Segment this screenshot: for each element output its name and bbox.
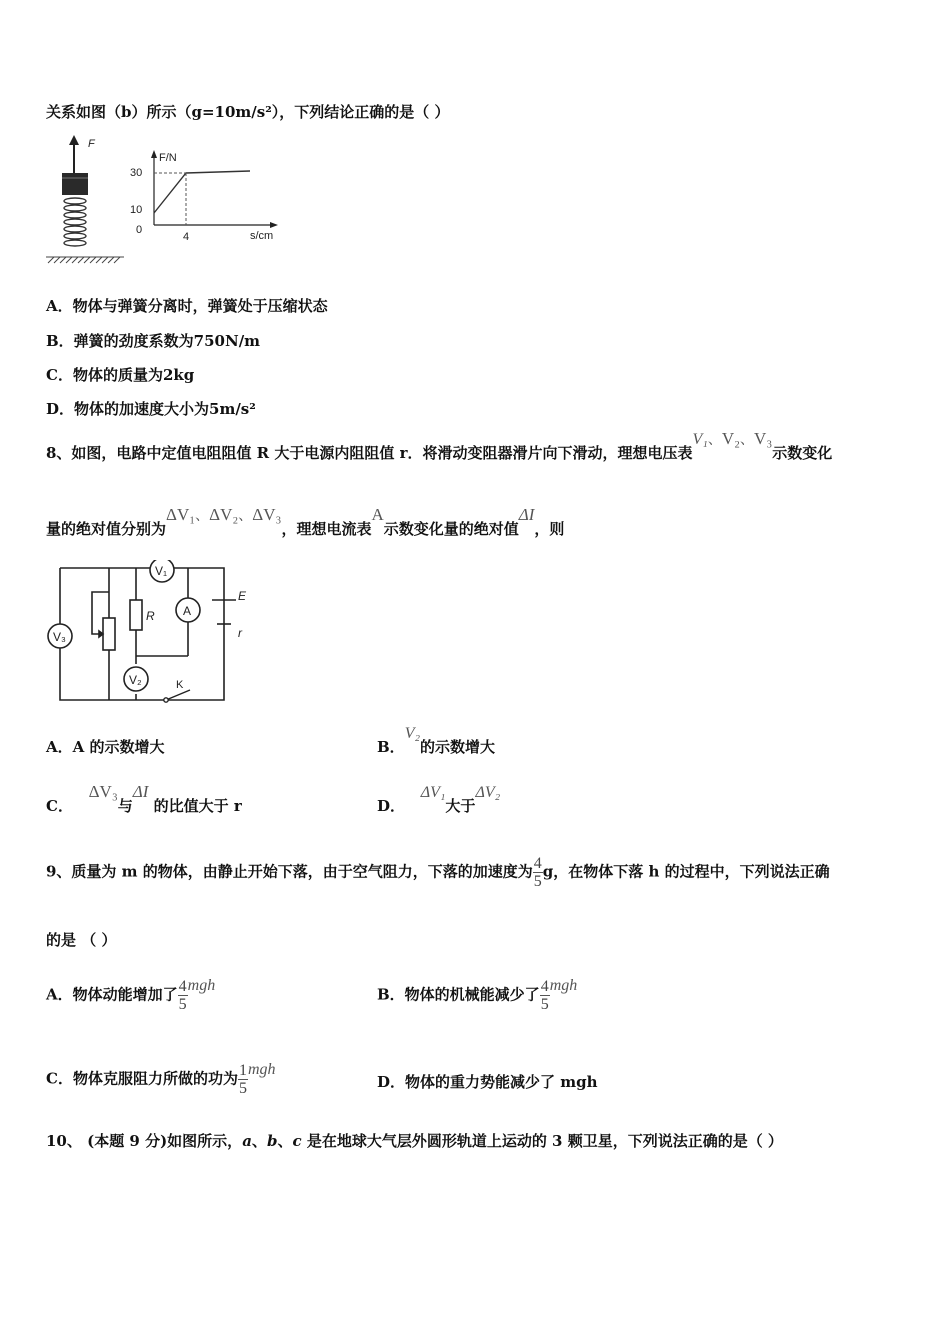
q8-v2-symbol: V₂ xyxy=(721,429,741,448)
voltmeter-v3 xyxy=(48,624,72,648)
rheostat-slider xyxy=(92,592,109,634)
q8-circuit xyxy=(44,560,254,708)
force-label: F xyxy=(88,138,95,150)
q8-option-a: A．A 的示数增大 xyxy=(46,738,165,756)
q8-sep-4: 、 xyxy=(238,509,253,524)
svg-text:V₁: V₁ xyxy=(155,564,168,578)
q8-option-d-dv1: ΔV₁ xyxy=(420,784,446,801)
y-axis-label: F/N xyxy=(159,152,177,164)
q9-option-c-text: C．物体克服阻力所做的功为 xyxy=(46,1069,238,1088)
q10-sat-b: b xyxy=(266,1132,278,1150)
q9-option-b xyxy=(377,978,577,1013)
q8-option-c-prefix: C． xyxy=(46,797,73,815)
emf-label: E xyxy=(238,589,247,603)
tick-10: 10 xyxy=(130,204,143,216)
q8-line2 xyxy=(46,505,565,539)
q7-option-b: B．弹簧的劲度系数为750N/m xyxy=(46,332,261,350)
q7-option-c: C．物体的质量为2kg xyxy=(46,366,195,384)
q9-line2: 的是 （ ） xyxy=(46,931,117,949)
q8-ammeter-symbol: A xyxy=(371,505,384,524)
q8-line1-text: 8、如图，电路中定值电阻阻值 R 大于电源内阻阻值 r．将滑动变阻器滑片向下滑动，理想电压表 xyxy=(46,444,693,462)
q8-option-c-di: ΔI xyxy=(132,782,149,801)
q7-figure xyxy=(44,133,294,268)
resistor-label: R xyxy=(146,609,155,623)
q8-option-b-symbol: V₂ xyxy=(404,725,421,742)
q9-line1 xyxy=(46,855,830,890)
ground xyxy=(46,257,124,263)
q8-option-d xyxy=(377,784,501,816)
q8-option-d-prefix: D． xyxy=(377,797,406,815)
q10-sep-1: 、 xyxy=(251,1132,267,1150)
q9-option-c-frac: $\frac{1}{5}$ xyxy=(238,1062,247,1097)
q8-option-b xyxy=(377,725,496,757)
tick-30: 30 xyxy=(130,167,143,179)
svg-text:A: A xyxy=(183,604,192,618)
q8-option-b-prefix: B． xyxy=(377,738,405,756)
q7-option-a: A．物体与弹簧分离时，弹簧处于压缩状态 xyxy=(46,297,328,315)
q8-dv3-symbol: ΔV₃ xyxy=(252,505,282,524)
q8-line2-tail: ，则 xyxy=(534,520,565,538)
q9-line1-b: g，在物体下落 h 的过程中，下列说法正确 xyxy=(542,862,830,881)
q10-sep-2: 、 xyxy=(277,1132,293,1150)
internal-resistance-label: r xyxy=(238,626,242,640)
q10-stem-b: 是在地球大气层外圆形轨道上运动的 3 颗卫星，下列说法正确的是（ ） xyxy=(306,1132,783,1150)
q9-option-c-mgh: mgh xyxy=(247,1060,276,1078)
q9-option-c xyxy=(46,1062,276,1097)
q9-option-a-text: A．物体动能增加了 xyxy=(46,985,178,1004)
q8-line1 xyxy=(46,429,833,463)
q8-option-d-mid: 大于 xyxy=(445,797,476,815)
q8-option-d-dv2: ΔV₂ xyxy=(475,784,501,801)
q8-sep-3: 、 xyxy=(195,509,210,524)
tick-0: 0 xyxy=(136,224,143,236)
q9-option-a-mgh: mgh xyxy=(187,976,216,994)
q9-fraction-four-fifths: $\frac{4}{5}$ xyxy=(533,855,542,890)
q7-stem: 关系如图（b）所示（g=10m/s²），下列结论正确的是（ ） xyxy=(46,103,450,121)
rheostat xyxy=(103,618,115,650)
svg-text:V₃: V₃ xyxy=(53,630,66,644)
q8-line2-mid2: 示数变化量的绝对值 xyxy=(383,520,519,538)
switch-label: K xyxy=(176,679,184,691)
q8-option-c xyxy=(46,782,242,816)
q8-line1-tail: 示数变化 xyxy=(772,444,833,462)
force-curve xyxy=(154,171,250,213)
voltmeter-v2 xyxy=(124,667,148,691)
q10-sat-a: a xyxy=(242,1132,252,1150)
q8-line2-mid: ，理想电流表 xyxy=(281,520,372,538)
q9-option-a xyxy=(46,978,215,1013)
resistor-r xyxy=(130,600,142,630)
q9-option-d: D．物体的重力势能减少了 mgh xyxy=(377,1073,598,1091)
q7-option-d: D．物体的加速度大小为5m/s² xyxy=(46,400,256,418)
q9-option-b-text: B．物体的机械能减少了 xyxy=(377,985,540,1004)
q9-option-b-mgh: mgh xyxy=(549,976,578,994)
q9-option-b-frac: $\frac{4}{5}$ xyxy=(540,978,549,1013)
q8-v1-symbol: V₁ xyxy=(692,431,708,448)
q8-option-c-dv3: ΔV₃ xyxy=(88,782,118,801)
tick-4: 4 xyxy=(183,231,190,243)
q10-sat-c: c xyxy=(292,1132,302,1150)
voltmeter-v1 xyxy=(150,560,174,582)
q8-option-b-suffix: 的示数增大 xyxy=(420,738,496,756)
q8-dv1-symbol: ΔV₁ xyxy=(166,505,196,524)
force-arrow-head xyxy=(69,135,79,145)
svg-text:V₂: V₂ xyxy=(129,673,142,687)
q8-line2-text: 量的绝对值分别为 xyxy=(46,520,167,538)
q8-sep-2: 、 xyxy=(740,433,755,448)
q8-dv2-symbol: ΔV₂ xyxy=(209,505,239,524)
q8-v3-symbol: V₃ xyxy=(754,429,773,448)
block xyxy=(62,173,88,195)
q8-option-c-mid: 与 xyxy=(117,797,133,815)
ammeter xyxy=(176,598,200,622)
x-axis-label: s/cm xyxy=(250,230,274,242)
q9-line1-a: 9、质量为 m 的物体，由静止开始下落，由于空气阻力，下落的加速度为 xyxy=(46,862,533,881)
q8-sep-1: 、 xyxy=(707,433,722,448)
q9-option-a-frac: $\frac{4}{5}$ xyxy=(178,978,187,1013)
spring xyxy=(64,198,86,246)
q8-option-c-suffix: 的比值大于 r xyxy=(153,797,242,815)
q8-di-symbol: ΔI xyxy=(518,505,535,524)
q10-stem-a: 10、 (本题 9 分)如图所示， xyxy=(46,1132,243,1150)
q10-stem xyxy=(46,1130,783,1151)
